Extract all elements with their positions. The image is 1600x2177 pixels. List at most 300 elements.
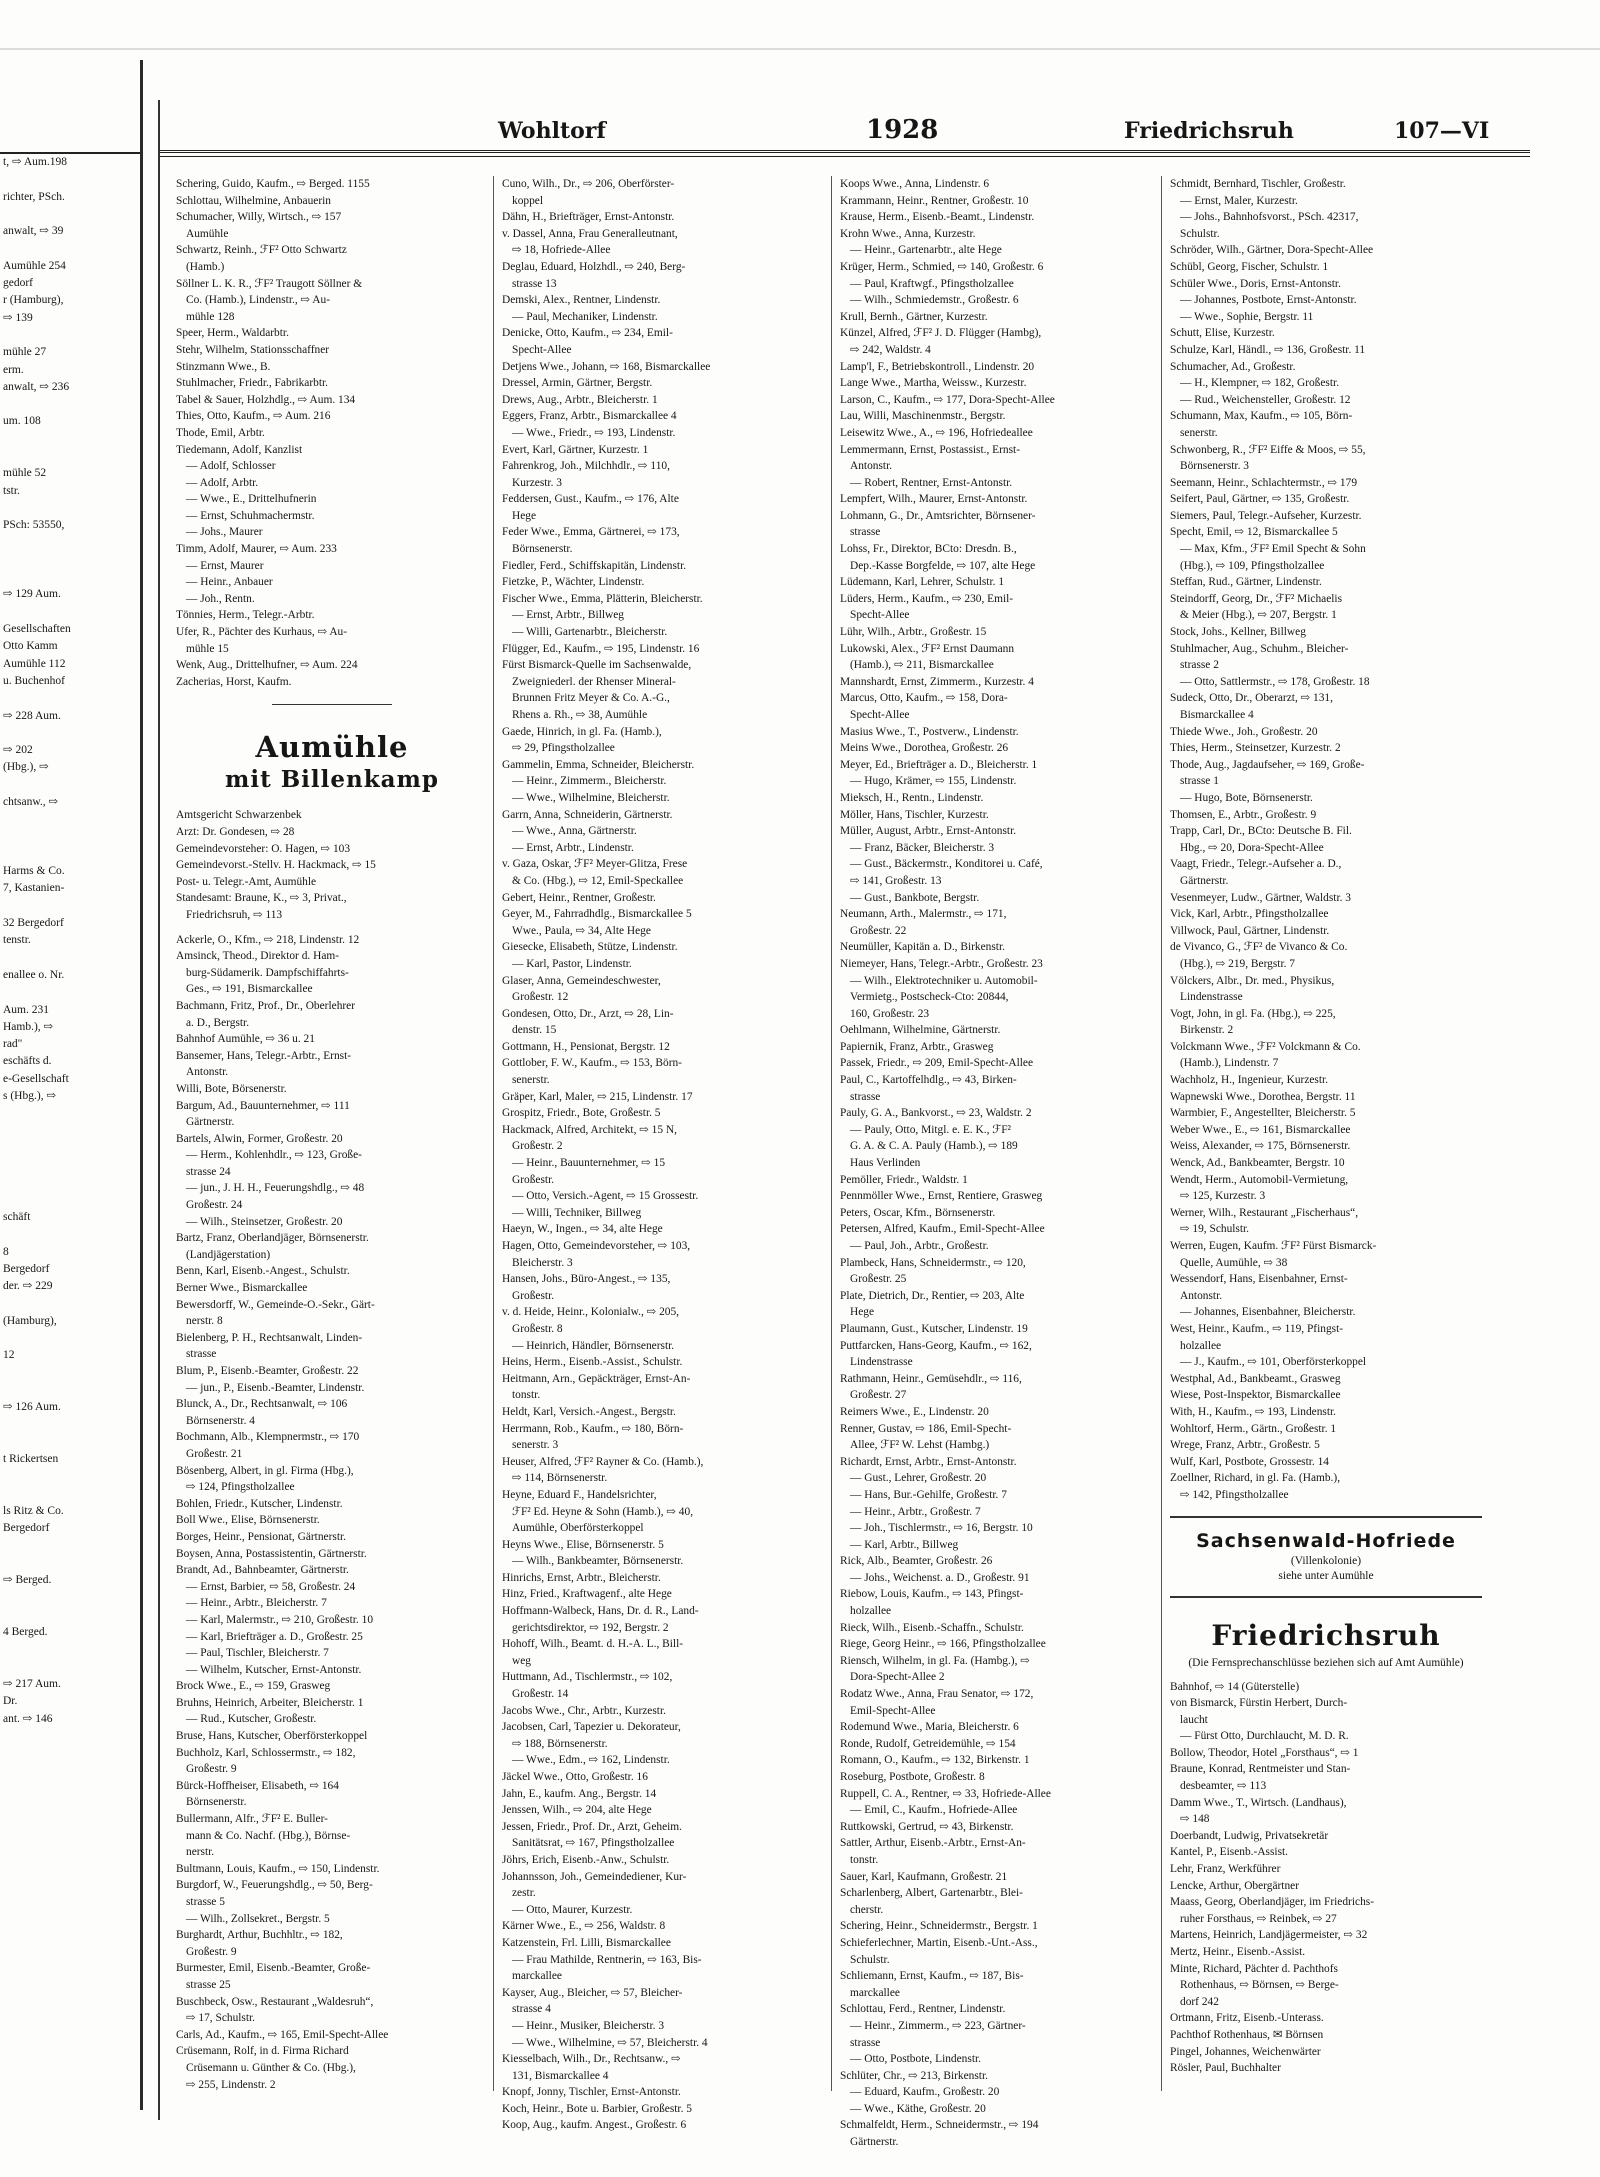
directory-entry-line: — Otto, Maurer, Kurzestr.: [512, 1903, 633, 1916]
directory-entry-line: Co. (Hamb.), Lindenstr., ⇨ Au-: [186, 294, 331, 307]
directory-entry-line: — Heinr., Arbtr., Großestr. 7: [850, 1505, 981, 1518]
prev-page-line: erm.: [3, 363, 24, 376]
directory-entry-line: weg: [512, 1654, 531, 1667]
directory-entry-line: Schüler Wwe., Doris, Ernst-Antonstr.: [1170, 277, 1341, 290]
prev-page-line: [0, 1123, 140, 1140]
directory-entry-line: Kurzestr. 3: [512, 476, 562, 489]
directory-entry-line: — Willi, Gartenarbtr., Bleicherstr.: [512, 626, 668, 639]
directory-entry-line: — Otto, Postbote, Lindenstr.: [850, 2053, 981, 2066]
directory-entry-line: Allee, ℱF² W. Lehst (Hambg.): [850, 1439, 990, 1452]
directory-entry-line: Kantel, P., Eisenb.-Assist.: [1170, 1846, 1289, 1859]
directory-entry-line: — Frau Mathilde, Rentnerin, ⇨ 163, Bis-: [512, 1953, 702, 1966]
header-year: 1928: [866, 115, 939, 145]
directory-entry-line: senerstr.: [1180, 426, 1218, 439]
directory-entry-line: — Wilh., Schmiedemstr., Großestr. 6: [850, 294, 1019, 307]
directory-entry-line: Mannshardt, Ernst, Zimmerm., Kurzestr. 4: [840, 675, 1034, 688]
directory-entry-line: Rodatz Wwe., Anna, Frau Senator, ⇨ 172,: [840, 1688, 1034, 1701]
directory-entry-line: Gärtnerstr.: [186, 1116, 235, 1129]
directory-entry-line: ⇨ 125, Kurzestr. 3: [1180, 1190, 1266, 1203]
directory-entry-line: Neumann, Arth., Malermstr., ⇨ 171,: [840, 908, 1007, 921]
directory-entry-line: Bürck-Hoffheiser, Elisabeth, ⇨ 164: [176, 1779, 339, 1792]
directory-entry-line: Jöhrs, Erich, Eisenb.-Anw., Schulstr.: [502, 1853, 670, 1866]
directory-entry-line: Glaser, Anna, Gemeindeschwester,: [502, 974, 661, 987]
directory-entry-line: Burmester, Emil, Eisenb.-Beamter, Große-: [176, 1962, 371, 1975]
directory-entry-line: Riege, Georg Heinr., ⇨ 166, Pfingstholzallee: [840, 1638, 1046, 1651]
directory-entry-line: Villwock, Paul, Gärtner, Lindenstr.: [1170, 924, 1330, 937]
directory-entry-line: Börnsenerstr.: [512, 543, 573, 556]
directory-entry-line: Denicke, Otto, Kaufm., ⇨ 234, Emil-: [502, 327, 673, 340]
directory-entry-line: de Vivanco, G., ℱF² de Vivanco & Co.: [1170, 941, 1348, 954]
directory-entry-line: Richardt, Ernst, Arbtr., Ernst-Antonstr.: [840, 1455, 1017, 1468]
directory-entry-line: Lohss, Fr., Direktor, BCto: Dresdn. B.,: [840, 543, 1017, 556]
directory-entry-line: Schutt, Elise, Kurzestr.: [1170, 327, 1275, 340]
directory-entry-line: v. d. Heide, Heinr., Kolonialw., ⇨ 205,: [502, 1306, 679, 1319]
directory-entry-line: — Eduard, Kaufm., Großestr. 20: [850, 2086, 1000, 2099]
directory-entry-line: Lindenstrasse: [850, 1356, 913, 1369]
directory-entry-line: — Ernst, Arbtr., Lindenstr.: [512, 841, 634, 854]
directory-entry-line: ⇨ 255, Lindenstr. 2: [186, 2078, 276, 2091]
directory-entry-line: nerstr. 8: [186, 1315, 223, 1328]
directory-entry-line: Lukowski, Alex., ℱF² Ernst Daumann: [840, 642, 1015, 655]
prev-page-line: [0, 171, 140, 188]
directory-entry-line: Großestr. 9: [186, 1945, 237, 1958]
directory-entry-line: Pingel, Johannes, Weichenwärter: [1170, 2045, 1321, 2058]
directory-entry-line: Rothenhaus, ⇨ Börnsen, ⇨ Berge-: [1180, 1979, 1339, 1992]
directory-entry-line: Lühr, Wilh., Arbtr., Großestr. 15: [840, 626, 987, 639]
directory-entry-line: Bartels, Alwin, Former, Großestr. 20: [176, 1132, 343, 1145]
directory-entry-line: Börnsenerstr. 4: [186, 1414, 255, 1427]
directory-entry-line: — Johannes, Eisenbahner, Bleicherstr.: [1180, 1306, 1356, 1319]
directory-entry-line: Großestr. 2: [512, 1140, 563, 1153]
directory-entry-line: (Hamb.), Lindenstr. 7: [1180, 1057, 1279, 1070]
directory-entry-line: Plambeck, Hans, Schneidermstr., ⇨ 120,: [840, 1256, 1026, 1269]
directory-entry-line: — Wwe., Wilhelmine, Bleicherstr.: [512, 791, 670, 804]
directory-entry-line: mühle 128: [186, 310, 235, 323]
prev-page-fragments: [0, 154, 140, 1728]
directory-entry-line: Rieck, Wilh., Eisenb.-Schaffn., Schulstr.: [840, 1621, 1024, 1634]
directory-entry-line: (Hbg.), ⇨ 109, Pfingstholzallee: [1180, 559, 1325, 572]
directory-entry-line: denstr. 15: [512, 1024, 557, 1037]
directory-entry-line: Stehr, Wilhelm, Stationsschaffner: [176, 343, 330, 356]
directory-entry-line: — Karl, Briefträger a. D., Großestr. 25: [186, 1630, 363, 1643]
directory-entry-line: Gottmann, H., Pensionat, Bergstr. 12: [502, 1040, 670, 1053]
directory-entry-line: Tönnies, Herm., Telegr.-Arbtr.: [176, 609, 315, 622]
directory-entry-line: Giesecke, Elisabeth, Stütze, Lindenstr.: [502, 941, 678, 954]
directory-entry-line: — Fürst Otto, Durchlaucht, M. D. R.: [1180, 1730, 1349, 1743]
directory-entry-line: Bochmann, Alb., Klempnermstr., ⇨ 170: [176, 1431, 360, 1444]
directory-entry-line: — Hugo, Krämer, ⇨ 155, Lindenstr.: [850, 775, 1017, 788]
directory-entry-line: Bansemer, Hans, Telegr.-Arbtr., Ernst-: [176, 1049, 352, 1062]
directory-entry-line: Steindorff, Georg, Dr., ℱF² Michaelis: [1170, 592, 1343, 605]
prev-page-line: mühle 27: [3, 346, 47, 359]
directory-entry-line: Bruhns, Heinrich, Arbeiter, Bleicherstr. 1: [176, 1696, 364, 1709]
prev-page-line: enallee o. Nr.: [3, 968, 65, 981]
directory-entry-line: Carls, Ad., Kaufm., ⇨ 165, Emil-Specht-Allee: [176, 2028, 389, 2041]
directory-entry-line: Thode, Emil, Arbtr.: [176, 426, 265, 439]
directory-entry-line: 160, Großestr. 23: [850, 1007, 930, 1020]
prev-page-line: [0, 448, 140, 465]
directory-entry-line: — Wwe., Friedr., ⇨ 193, Lindenstr.: [512, 426, 676, 439]
prev-page-line: [0, 569, 140, 586]
header-page-number: 107—VI: [1394, 118, 1490, 144]
directory-entry-line: — Wwe., Anna, Gärtnerstr.: [512, 825, 637, 838]
directory-entry-line: Jahn, E., kaufm. Ang., Bergstr. 14: [502, 1787, 657, 1800]
directory-entry-line: — Robert, Rentner, Ernst-Antonstr.: [850, 476, 1013, 489]
directory-entry-line: Arzt: Dr. Gondesen, ⇨ 28: [176, 826, 295, 838]
directory-entry-line: (Hamb.): [186, 260, 225, 273]
directory-entry-line: Lindenstrasse: [1180, 991, 1243, 1004]
directory-entry-line: Krüger, Herm., Schmied, ⇨ 140, Großestr. 6: [840, 260, 1044, 273]
directory-entry-line: Haus Verlinden: [850, 1157, 921, 1170]
directory-entry-line: Lehr, Franz, Werkführer: [1170, 1863, 1281, 1876]
prev-page-line: gedorf: [3, 277, 34, 290]
directory-entry-line: Quelle, Aumühle, ⇨ 38: [1180, 1256, 1288, 1269]
directory-entry-line: Schübl, Georg, Fischer, Schulstr. 1: [1170, 260, 1329, 273]
directory-entry-line: — Wilhelm, Kutscher, Ernst-Antonstr.: [186, 1663, 362, 1676]
prev-page-line: [0, 1607, 140, 1624]
directory-entry-line: Plaumann, Gust., Kutscher, Lindenstr. 19: [840, 1322, 1028, 1335]
directory-entry-line: — jun., J. H. H., Feuerungshdlg., ⇨ 48: [186, 1182, 365, 1195]
prev-page-line: [0, 777, 140, 794]
prev-page-line: r (Hamburg),: [3, 294, 64, 307]
directory-entry-line: koppel: [512, 194, 544, 207]
directory-entry-line: Masius Wwe., T., Postverw., Lindenstr.: [840, 725, 1019, 738]
directory-entry-line: Schlüter, Chr., ⇨ 213, Birkenstr.: [840, 2069, 988, 2082]
prev-page-line: [0, 829, 140, 846]
prev-page-line: ⇨ 228 Aum.: [3, 709, 61, 722]
directory-entry-line: Jessen, Friedr., Prof. Dr., Arzt, Geheim.: [502, 1820, 683, 1833]
directory-entry-line: Wenck, Ad., Bankbeamter, Bergstr. 10: [1170, 1157, 1345, 1170]
directory-entry-line: Gammelin, Emma, Schneider, Bleicherstr.: [502, 758, 695, 771]
directory-entry-line: — Heinr., Zimmerm., ⇨ 223, Gärtner-: [850, 2019, 1026, 2032]
prev-page-line: [0, 1382, 140, 1399]
directory-entry-line: Antonstr.: [1180, 1289, 1223, 1302]
prev-page-line: ls Ritz & Co.: [3, 1505, 64, 1518]
prev-page-line: Aum. 231: [3, 1003, 49, 1016]
directory-entry-line: a. D., Bergstr.: [186, 1016, 250, 1029]
directory-entry-line: mann & Co. Nachf. (Hbg.), Börnse-: [186, 1829, 351, 1842]
directory-entry-line: — Johs., Maurer: [186, 526, 263, 539]
directory-entry-line: Maass, Georg, Oberlandjäger, im Friedrichs-: [1170, 1896, 1374, 1909]
directory-entry-line: Bollow, Theodor, Hotel „Forsthaus“, ⇨ 1: [1170, 1746, 1359, 1759]
directory-entry-line: ruher Forsthaus, ⇨ Reinbek, ⇨ 27: [1180, 1912, 1337, 1925]
directory-entry-line: Demski, Alex., Rentner, Lindenstr.: [502, 294, 661, 307]
prev-page-line: (Hbg.), ⇨: [3, 761, 49, 774]
prev-page-line: Aumühle 112: [3, 657, 66, 670]
directory-entry-line: Weber Wwe., E., ⇨ 161, Bismarckallee: [1170, 1123, 1351, 1136]
directory-entry-line: Wendt, Herm., Automobil-Vermietung,: [1170, 1173, 1349, 1186]
prev-page-line: ⇨ 129 Aum.: [3, 588, 61, 601]
directory-entry-line: Hagen, Otto, Gemeindevorsteher, ⇨ 103,: [502, 1240, 691, 1252]
directory-entry-line: Fietzke, P., Wächter, Lindenstr.: [502, 576, 645, 589]
header-place: Wohltorf: [498, 118, 606, 144]
directory-entry-line: Großestr. 21: [186, 1447, 243, 1460]
directory-entry-line: Koop, Aug., kaufm. Angest., Großestr. 6: [502, 2119, 687, 2132]
directory-entry-line: Herrmann, Rob., Kaufm., ⇨ 180, Börn-: [502, 1422, 684, 1435]
directory-entry-line: — Adolf, Schlosser: [186, 460, 276, 473]
directory-entry-line: Buschbeck, Osw., Restaurant „Waldesruh“,: [176, 1995, 374, 2008]
directory-entry-line: Thode, Aug., Jagdaufseher, ⇨ 169, Große-: [1170, 758, 1365, 771]
prev-page-line: [0, 1175, 140, 1192]
directory-entry-line: — Wilh., Bankbeamter, Börnsenerstr.: [512, 1555, 684, 1568]
directory-entry-line: strasse 24: [186, 1165, 231, 1178]
directory-entry-line: Wachholz, H., Ingenieur, Kurzestr.: [1170, 1074, 1329, 1087]
directory-entry-line: Großestr.: [512, 1289, 555, 1302]
directory-entry-line: Garrn, Anna, Schneiderin, Gärtnerstr.: [502, 808, 673, 821]
directory-entry-line: Schlottau, Ferd., Rentner, Lindenstr.: [840, 2003, 1006, 2016]
directory-entry-line: Burgdorf, W., Feuerungshdlg., ⇨ 50, Berg-: [176, 1879, 373, 1892]
directory-entry-line: Schröder, Wilh., Gärtner, Dora-Specht-Allee: [1170, 244, 1374, 257]
column-1: [176, 176, 488, 2093]
prev-page-line: chtsanw., ⇨: [3, 795, 59, 808]
directory-entry-line: Müller, August, Arbtr., Ernst-Antonstr.: [840, 825, 1017, 838]
directory-entry-line: — Wwe., E., Drittelhufnerin: [186, 493, 317, 506]
section-rule: [1170, 1596, 1482, 1598]
directory-entry-line: Seifert, Paul, Gärtner, ⇨ 135, Großestr.: [1170, 493, 1350, 506]
directory-entry-line: Großestr. 9: [186, 1763, 237, 1776]
directory-entry-line: ⇨ 114, Börnsenerstr.: [512, 1472, 608, 1485]
prev-page-line: e-Gesellschaft: [3, 1072, 69, 1085]
directory-entry-line: Wiese, Post-Inspektor, Bismarckallee: [1170, 1389, 1341, 1402]
directory-entry-line: Knopf, Jonny, Tischler, Ernst-Antonstr.: [502, 2086, 681, 2099]
prev-page-line: ant. ⇨ 146: [3, 1712, 53, 1725]
directory-entry-line: strasse 5: [186, 1896, 225, 1908]
directory-entry-line: ⇨ 19, Schulstr.: [1180, 1223, 1250, 1236]
directory-entry-line: Heuser, Alfred, ℱF² Rayner & Co. (Hamb.),: [502, 1455, 704, 1468]
prev-page-line: [0, 1365, 140, 1382]
directory-entry-line: Schering, Heinr., Schneidermstr., Bergstr. 1: [840, 1920, 1038, 1933]
directory-entry-line: Hansen, Johs., Büro-Angest., ⇨ 135,: [502, 1273, 671, 1286]
directory-entry-line: Schmalfeldt, Herm., Schneidermstr., ⇨ 194: [840, 2119, 1039, 2132]
prev-page-line: [0, 846, 140, 863]
prev-page-line: anwalt, ⇨ 39: [3, 225, 64, 238]
directory-entry-line: Borges, Heinr., Pensionat, Gärtnerstr.: [176, 1530, 346, 1543]
directory-entry-line: strasse 13: [512, 277, 557, 290]
directory-entry-line: Bleicherstr. 3: [512, 1256, 573, 1269]
directory-entry-line: Dähn, H., Briefträger, Ernst-Antonstr.: [502, 211, 675, 224]
directory-entry-line: Ronde, Rudolf, Getreidemühle, ⇨ 154: [840, 1737, 1016, 1750]
directory-entry-line: Pemöller, Friedr., Waldstr. 1: [840, 1173, 968, 1186]
directory-entry-line: Boysen, Anna, Postassistentin, Gärtnerstr.: [176, 1547, 367, 1560]
spacer: [1170, 1671, 1482, 1679]
prev-page-line: anwalt, ⇨ 236: [3, 380, 70, 393]
directory-entry-line: — Ernst, Maurer: [186, 559, 264, 572]
directory-entry-line: Berner Wwe., Bismarckallee: [176, 1282, 308, 1295]
directory-entry-line: Martens, Heinrich, Landjägermeister, ⇨ 32: [1170, 1929, 1368, 1942]
directory-entry-line: Aumühle: [186, 227, 229, 240]
directory-entry-line: Wenk, Aug., Drittelhufner, ⇨ Aum. 224: [176, 659, 358, 672]
prev-page-line: [0, 1434, 140, 1451]
directory-entry-line: Krohn Wwe., Anna, Kurzestr.: [840, 227, 976, 240]
prev-page-line: [0, 552, 140, 569]
directory-entry-line: — Heinr., Musiker, Bleicherstr. 3: [512, 2019, 665, 2032]
directory-entry-line: Thomsen, E., Arbtr., Großestr. 9: [1170, 808, 1317, 821]
directory-entry-line: Heyns Wwe., Elise, Börnsenerstr. 5: [502, 1538, 664, 1551]
directory-entry-line: Rhens a. Rh., ⇨ 38, Aumühle: [512, 709, 648, 721]
prev-page-line: t Rickertsen: [3, 1453, 59, 1466]
directory-entry-line: Drews, Aug., Arbtr., Bleicherstr. 1: [502, 393, 658, 406]
directory-entry-line: Buchholz, Karl, Schlossermstr., ⇨ 182,: [176, 1746, 356, 1759]
section-heading-hofriede: Sachsenwald-Hofriede: [1196, 1529, 1456, 1552]
directory-entry-line: Jäckel Wwe., Otto, Großestr. 16: [502, 1771, 648, 1783]
directory-entry-line: Burghardt, Arthur, Buchhltr., ⇨ 182,: [176, 1929, 343, 1942]
directory-entry-line: strasse: [850, 526, 881, 539]
directory-entry-line: senerstr.: [512, 1074, 550, 1087]
directory-entry-line: Schlottau, Wilhelmine, Anbauerin: [176, 194, 331, 207]
directory-entry-line: Sudeck, Otto, Dr., Oberarzt, ⇨ 131,: [1170, 692, 1333, 705]
directory-entry-line: Pachthof Rothenhaus, ✉ Börnsen: [1170, 2028, 1324, 2041]
directory-entry-line: Wohltorf, Herm., Gärtn., Großestr. 1: [1170, 1422, 1337, 1435]
directory-entry-line: — Hugo, Bote, Börnsenerstr.: [1180, 791, 1313, 804]
directory-entry-line: Peters, Oscar, Kfm., Börnsenerstr.: [840, 1206, 996, 1219]
directory-entry-line: Amsinck, Theod., Direktor d. Ham-: [176, 950, 340, 963]
directory-entry-line: Schmidt, Bernhard, Tischler, Großestr.: [1170, 178, 1346, 190]
directory-entry-line: — Heinr., Zimmerm., Bleicherstr.: [512, 775, 667, 788]
directory-entry-line: ⇨ 124, Pfingstholzallee: [186, 1481, 295, 1494]
directory-entry-line: — Ernst, Arbtr., Billweg: [512, 609, 625, 622]
directory-entry-line: laucht: [1180, 1713, 1208, 1726]
prev-page-line: rad": [3, 1038, 23, 1051]
directory-entry-line: Roseburg, Postbote, Großestr. 8: [840, 1771, 985, 1783]
directory-entry-line: Völckers, Albr., Dr. med., Physikus,: [1170, 974, 1335, 987]
directory-entry-line: ℱF² Ed. Heyne & Sohn (Hamb.), ⇨ 40,: [512, 1505, 694, 1518]
directory-entry-line: Mieksch, H., Rentn., Lindenstr.: [840, 791, 984, 804]
directory-entry-line: Schumacher, Willy, Wirtsch., ⇨ 157: [176, 211, 342, 224]
section-heading-friedrichsruh: Friedrichsruh: [1211, 1618, 1441, 1652]
directory-entry-line: holzallee: [1180, 1339, 1222, 1352]
directory-entry-line: zestr.: [512, 1887, 536, 1900]
directory-entry-line: Zoellner, Richard, in gl. Fa. (Hamb.),: [1170, 1472, 1341, 1485]
directory-entry-line: ⇨ 141, Großestr. 13: [850, 874, 942, 887]
prev-page-line: ⇨ 202: [3, 744, 33, 757]
directory-entry-line: Geyer, M., Fahrradhdlg., Bismarckallee 5: [502, 908, 692, 921]
directory-entry-line: marckallee: [850, 1986, 900, 1999]
directory-entry-line: — Johs., Weichenst. a. D., Großestr. 91: [850, 1571, 1030, 1584]
directory-entry-line: Specht-Allee: [850, 709, 910, 721]
directory-entry-line: — Wwe., Wilhelmine, ⇨ 57, Bleicherstr. 4: [512, 2036, 708, 2049]
directory-entry-line: Heldt, Karl, Versich.-Angest., Bergstr.: [502, 1405, 676, 1418]
directory-entry-line: Dora-Specht-Allee 2: [850, 1671, 945, 1684]
directory-entry-line: Riebow, Louis, Kaufm., ⇨ 143, Pfingst-: [840, 1588, 1024, 1601]
directory-entry-line: — Heinr., Bauunternehmer, ⇨ 15: [512, 1157, 666, 1170]
directory-entry-line: Antonstr.: [850, 460, 893, 473]
directory-entry-line: Warmbier, F., Angestellter, Bleicherstr. 5: [1170, 1107, 1356, 1120]
directory-entry-line: Stock, Johs., Kellner, Billweg: [1170, 626, 1306, 639]
directory-entry-line: Hohoff, Wilh., Beamt. d. H.-A. L., Bill-: [502, 1638, 684, 1651]
column-divider: [1161, 176, 1162, 2091]
directory-entry-line: Vermietg., Postscheck-Cto: 20844,: [850, 991, 1009, 1004]
prev-page-line: [0, 1192, 140, 1209]
directory-page: [158, 100, 1538, 2149]
directory-entry-line: Aumühle, Oberförsterkoppel: [512, 1522, 644, 1535]
directory-entry-line: — Heinr., Anbauer: [186, 576, 273, 589]
directory-entry-line: Blunck, A., Dr., Rechtsanwalt, ⇨ 106: [176, 1398, 348, 1411]
prev-page-line: 32 Bergedorf: [3, 917, 64, 930]
directory-entry-line: Rick, Alb., Beamter, Großestr. 26: [840, 1555, 993, 1568]
directory-entry-line: Künzel, Alfred, ℱF² J. D. Flügger (Hambg),: [840, 327, 1042, 340]
directory-entry-line: — Karl, Arbtr., Billweg: [850, 1538, 959, 1551]
directory-entry-line: Lau, Willi, Maschinenmstr., Bergstr.: [840, 410, 1006, 423]
prev-page-line: ⇨ 126 Aum.: [3, 1401, 61, 1414]
directory-entry-line: Krammann, Heinr., Rentner, Großestr. 10: [840, 194, 1029, 207]
directory-entry-line: Börnsenerstr.: [186, 1796, 247, 1809]
directory-entry-line: — Wilh., Elektrotechniker u. Automobil-: [850, 974, 1038, 987]
directory-entry-line: Hege: [512, 509, 537, 522]
directory-entry-line: Speer, Herm., Waldarbtr.: [176, 327, 289, 340]
directory-entry-line: Hackmack, Alfred, Architekt, ⇨ 15 N,: [502, 1123, 677, 1136]
directory-entry-line: Gebert, Heinr., Rentner, Großestr.: [502, 891, 656, 904]
prev-page-line: richter, PSch.: [3, 190, 65, 203]
directory-entry-line: — Wilh., Steinsetzer, Großestr. 20: [186, 1215, 343, 1228]
directory-entry-line: Emil-Specht-Allee: [850, 1704, 936, 1717]
directory-entry-line: Scharlenberg, Albert, Gartenarbtr., Blei-: [840, 1887, 1023, 1900]
prev-page-line: t, ⇨ Aum.198: [3, 156, 67, 168]
directory-entry-line: Schulstr.: [1180, 227, 1220, 240]
directory-entry-line: Feddersen, Gust., Kaufm., ⇨ 176, Alte: [502, 493, 679, 506]
directory-entry-line: Minte, Richard, Pächter d. Pachthofs: [1170, 1962, 1338, 1975]
directory-entry-line: Gräper, Karl, Maler, ⇨ 215, Lindenstr. 17: [502, 1090, 693, 1103]
directory-entry-line: tonstr.: [512, 1389, 541, 1402]
directory-entry-line: Lange Wwe., Martha, Weissw., Kurzestr.: [840, 377, 1027, 390]
directory-entry-line: nerstr.: [186, 1846, 215, 1859]
prev-page-line: tstr.: [3, 484, 20, 497]
directory-entry-line: Wwe., Paula, ⇨ 34, Alte Hege: [512, 924, 651, 937]
directory-entry-line: Grospitz, Friedr., Bote, Großestr. 5: [502, 1107, 661, 1120]
directory-entry-line: ⇨ 17, Schulstr.: [186, 2012, 256, 2025]
directory-entry-line: Timm, Adolf, Maurer, ⇨ Aum. 233: [176, 543, 337, 556]
directory-entry-line: ⇨ 148: [1180, 1813, 1210, 1826]
directory-entry-line: Lamp'l, F., Betriebskontroll., Lindenstr. 20: [840, 360, 1035, 373]
section-note: (Die Fernsprechanschlüsse beziehen sich auf Amt Aumühle): [1188, 1656, 1464, 1669]
directory-entry-line: Gärtnerstr.: [1180, 874, 1229, 887]
directory-entry-line: Larson, C., Kaufm., ⇨ 177, Dora-Specht-Allee: [840, 393, 1055, 406]
directory-entry-line: v. Gaza, Oskar, ℱF² Meyer-Glitza, Frese: [502, 858, 688, 871]
directory-entry-line: Deglau, Eduard, Holzhdl., ⇨ 240, Berg-: [502, 260, 686, 273]
directory-entry-line: Schieferlechner, Martin, Eisenb.-Unt.-Ass.,: [840, 1936, 1038, 1949]
prev-page-line: [0, 206, 140, 223]
directory-entry-line: Feder Wwe., Emma, Gärtnerei, ⇨ 173,: [502, 526, 680, 539]
directory-entry-line: Schwonberg, R., ℱF² Eiffe & Moos, ⇨ 55,: [1170, 443, 1366, 456]
directory-entry-line: Fiedler, Ferd., Schiffskapitän, Lindenstr.: [502, 559, 687, 572]
directory-entry-line: cherstr.: [850, 1903, 884, 1916]
prev-page-line: [0, 1590, 140, 1607]
prev-page-line: [0, 1105, 140, 1122]
directory-entry-line: (Hbg.), ⇨ 219, Bergstr. 7: [1180, 957, 1296, 970]
directory-entry-line: ⇨ 18, Hofriede-Allee: [512, 244, 611, 257]
directory-entry-line: Crüsemann u. Günther & Co. (Hbg.),: [186, 2061, 356, 2074]
directory-entry-line: Boll Wwe., Elise, Börnsenerstr.: [176, 1514, 320, 1527]
directory-entry-line: — Ernst, Maler, Kurzestr.: [1180, 194, 1298, 207]
directory-entry-line: — Franz, Bäcker, Bleicherstr. 3: [850, 841, 995, 854]
directory-entry-line: Söllner L. K. R., ℱF² Traugott Söllner &: [176, 277, 363, 290]
directory-entry-line: — Herm., Kohlenhdlr., ⇨ 123, Große-: [186, 1149, 362, 1162]
directory-entry-line: Börnsenerstr. 3: [1180, 460, 1249, 473]
directory-entry-line: tonstr.: [850, 1853, 879, 1866]
directory-entry-line: Stinzmann Wwe., B.: [176, 360, 271, 373]
directory-entry-line: Wrege, Franz, Arbtr., Großestr. 5: [1170, 1439, 1320, 1452]
directory-entry-line: Meins Wwe., Dorothea, Großestr. 26: [840, 742, 1009, 755]
directory-entry-line: Siemers, Paul, Telegr.-Aufseher, Kurzestr.: [1170, 509, 1362, 522]
directory-entry-line: Schumacher, Ad., Großestr.: [1170, 360, 1296, 373]
scan-edge: [0, 48, 1600, 50]
prev-page-line: [0, 396, 140, 413]
directory-entry-line: Specht, Emil, ⇨ 12, Bismarckallee 5: [1170, 526, 1338, 539]
directory-entry-line: West, Heinr., Kaufm., ⇨ 119, Pfingst-: [1170, 1322, 1344, 1335]
directory-entry-line: Haeyn, W., Ingen., ⇨ 34, alte Hege: [502, 1223, 663, 1236]
header-rule: [160, 150, 1530, 157]
directory-entry-line: Rathmann, Heinr., Gemüsehdlr., ⇨ 116,: [840, 1372, 1022, 1385]
directory-entry-line: Rösler, Paul, Buchhalter: [1170, 2062, 1281, 2075]
